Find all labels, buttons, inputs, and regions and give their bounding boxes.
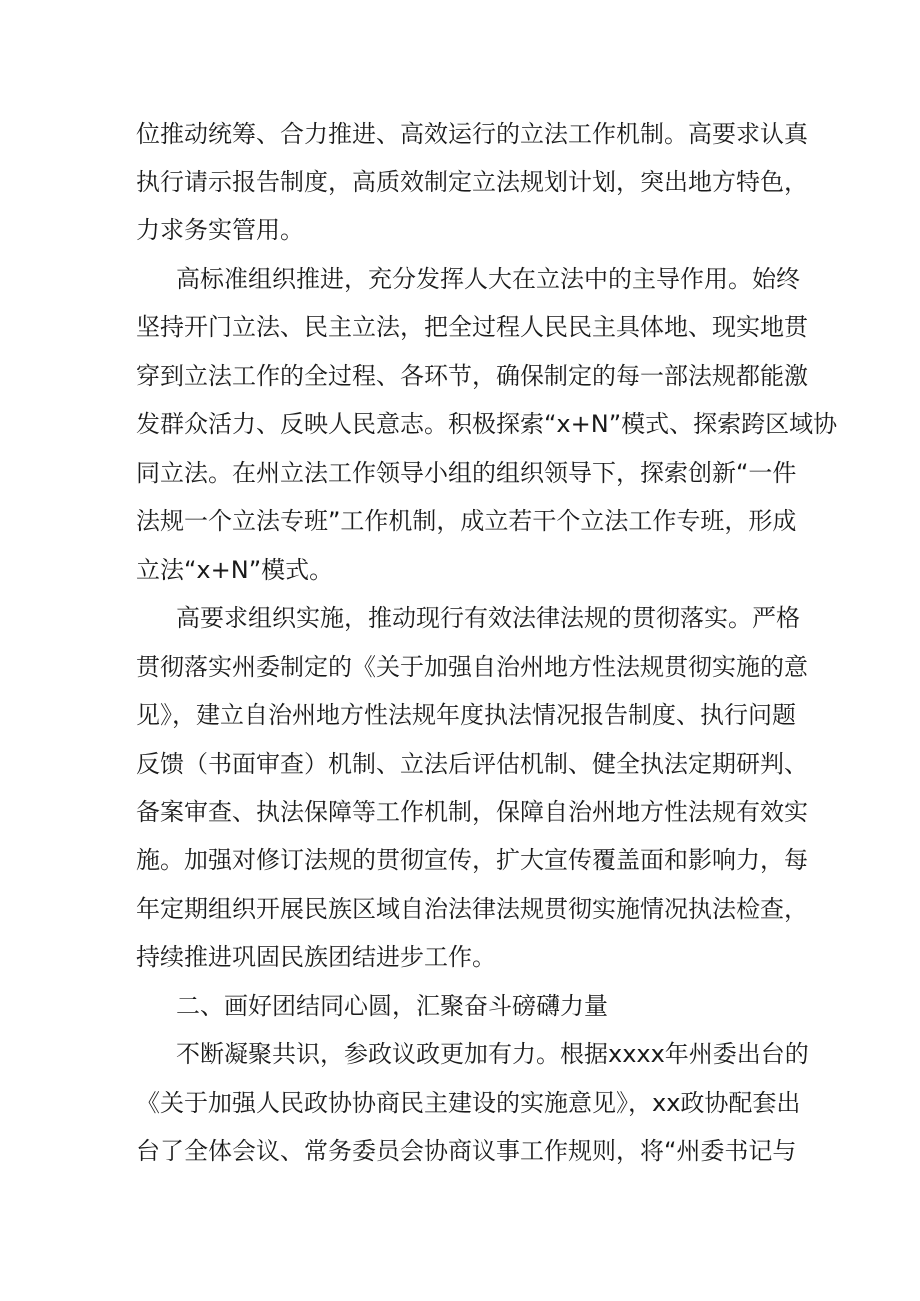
- paragraph-first-line: 高标准组织推进，充分发挥人大在立法中的主导作用。始终: [176, 265, 800, 293]
- text-line: 力求务实管用。: [136, 216, 304, 244]
- text-line: 反馈（书面审查）机制、立法后评估机制、健全执法定期研判、: [136, 750, 808, 778]
- text-line: 贯彻落实州委制定的《关于加强自治州地方性法规贯彻实施的意: [136, 653, 808, 681]
- text-line: 位推动统筹、合力推进、高效运行的立法工作机制。高要求认真: [136, 120, 808, 148]
- text-line: 发群众活力、反映人民意志。积极探索“x+N”模式、探索跨区域协: [136, 410, 838, 438]
- paragraph-first-line: 高要求组织实施，推动现行有效法律法规的贯彻落实。严格: [176, 604, 800, 632]
- section-heading: 二、画好团结同心圆，汇聚奋斗磅礴力量: [176, 992, 608, 1020]
- text-line: 持续推进巩固民族团结进步工作。: [136, 943, 496, 971]
- text-line: 坚持开门立法、民主立法，把全过程人民民主具体地、现实地贯: [136, 313, 808, 341]
- text-line: 年定期组织开展民族区域自治法律法规贯彻实施情况执法检查，: [136, 895, 808, 923]
- text-line: 同立法。在州立法工作领导小组的组织领导下，探索创新“一件: [136, 459, 797, 487]
- text-line: 台了全体会议、常务委员会协商议事工作规则，将“州委书记与: [136, 1137, 797, 1165]
- text-line: 执行请示报告制度，高质效制定立法规划计划，突出地方特色，: [136, 168, 808, 196]
- text-line: 《关于加强人民政协协商民主建设的实施意见》，xx政协配套出: [136, 1089, 801, 1117]
- text-line: 法规一个立法专班”工作机制，成立若干个立法工作专班，形成: [136, 507, 797, 535]
- text-line: 备案审查、执法保障等工作机制，保障自治州地方性法规有效实: [136, 798, 808, 826]
- text-line: 见》，建立自治州地方性法规年度执法情况报告制度、执行问题: [136, 701, 796, 729]
- text-line: 穿到立法工作的全过程、各环节，确保制定的每一部法规都能激: [136, 362, 808, 390]
- text-line: 施。加强对修订法规的贯彻宣传，扩大宣传覆盖面和影响力，每: [136, 846, 808, 874]
- text-line: 立法“x+N”模式。: [136, 556, 334, 584]
- paragraph-first-line: 不断凝聚共识，参政议政更加有力。根据xxxx年州委出台的: [176, 1040, 809, 1068]
